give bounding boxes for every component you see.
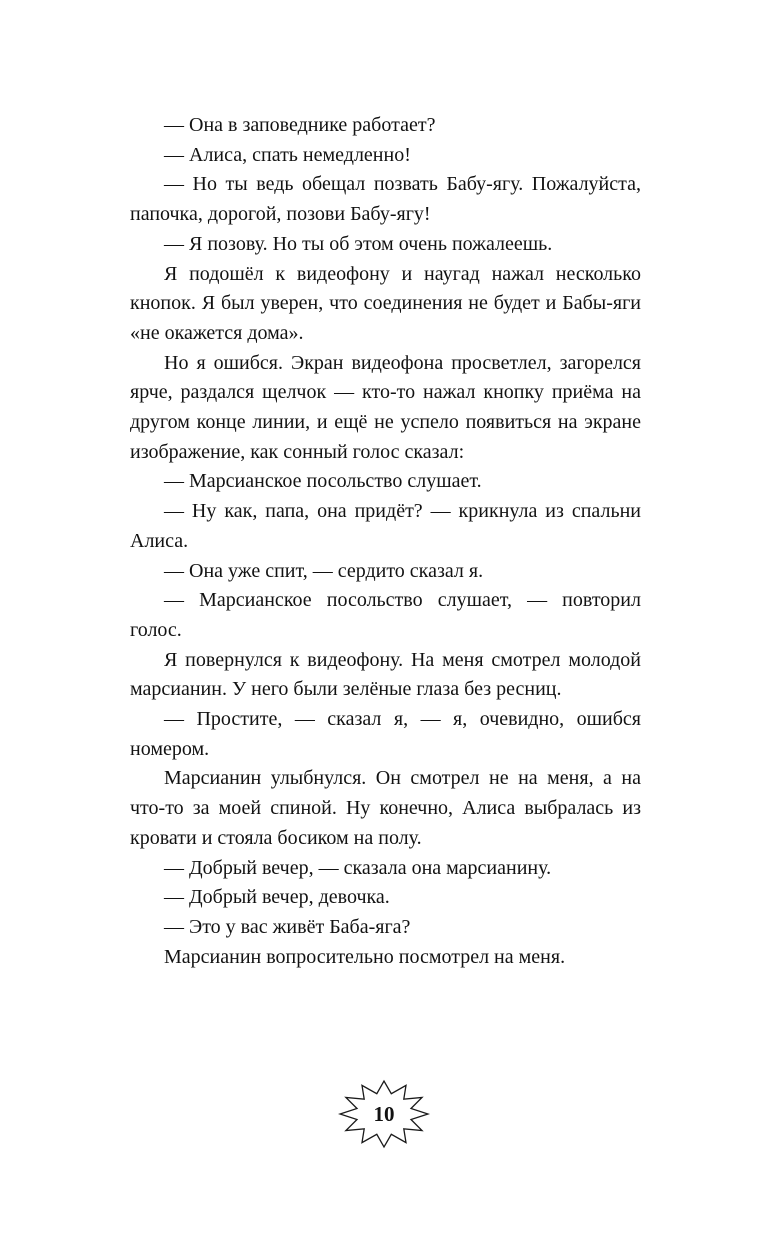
paragraph: — Алиса, спать немедленно! bbox=[164, 143, 411, 166]
paragraph: Марсианин улыбнулся. Он смотрел не на меня, а на что-то за моей спиной. Ну конечно, Алиса выбралась из кровати и стояла босиком на полу. bbox=[130, 767, 641, 849]
paragraph: — Марсианское посольство слушает, — повторил голос. bbox=[130, 589, 641, 641]
page-number-ornament bbox=[0, 1078, 768, 1150]
paragraph: — Это у вас живёт Баба-яга? bbox=[164, 915, 411, 938]
paragraph: — Марсианское посольство слушает. bbox=[164, 470, 482, 493]
paragraph: — Ну как, папа, она придёт? — крикнула из спальни Алиса. bbox=[130, 500, 641, 552]
paragraph: Я подошёл к видеофону и наугад нажал несколько кнопок. Я был уверен, что соединения не будет и Бабы-яги «не окажется дома». bbox=[130, 262, 641, 344]
paragraph: — Она в заповеднике работает? bbox=[164, 114, 436, 136]
paragraph: — Она уже спит, — сердито сказал я. bbox=[164, 559, 484, 582]
starburst-icon bbox=[338, 1078, 430, 1150]
paragraph: Я повернулся к видеофону. На меня смотрел молодой марсианин. У него были зелёные глаза без ресниц. bbox=[130, 648, 641, 701]
paragraph: — Простите, — сказал я, — я, очевидно, ошибся номером. bbox=[130, 708, 641, 760]
paragraph: Но я ошибся. Экран видеофона просветлел, загорелся ярче, раздался щелчок — кто-то нажал кнопку приёма на другом конце линии, и ещё не успело появиться на экране изображение, как сонный голос сказал: bbox=[130, 351, 641, 463]
paragraph: — Я позову. Но ты об этом очень пожалеешь. bbox=[164, 232, 553, 255]
page-number: 10 bbox=[373, 1102, 395, 1126]
paragraph: — Добрый вечер, — сказала она марсианину. bbox=[164, 856, 552, 879]
paragraph: — Но ты ведь обещал позвать Бабу-ягу. Пожалуйста, папочка, дорогой, позови Бабу-ягу! bbox=[130, 173, 641, 226]
paragraph: Марсианин вопросительно посмотрел на меня. bbox=[164, 945, 566, 968]
page-text bbox=[130, 111, 641, 972]
paragraph: — Добрый вечер, девочка. bbox=[164, 886, 390, 909]
